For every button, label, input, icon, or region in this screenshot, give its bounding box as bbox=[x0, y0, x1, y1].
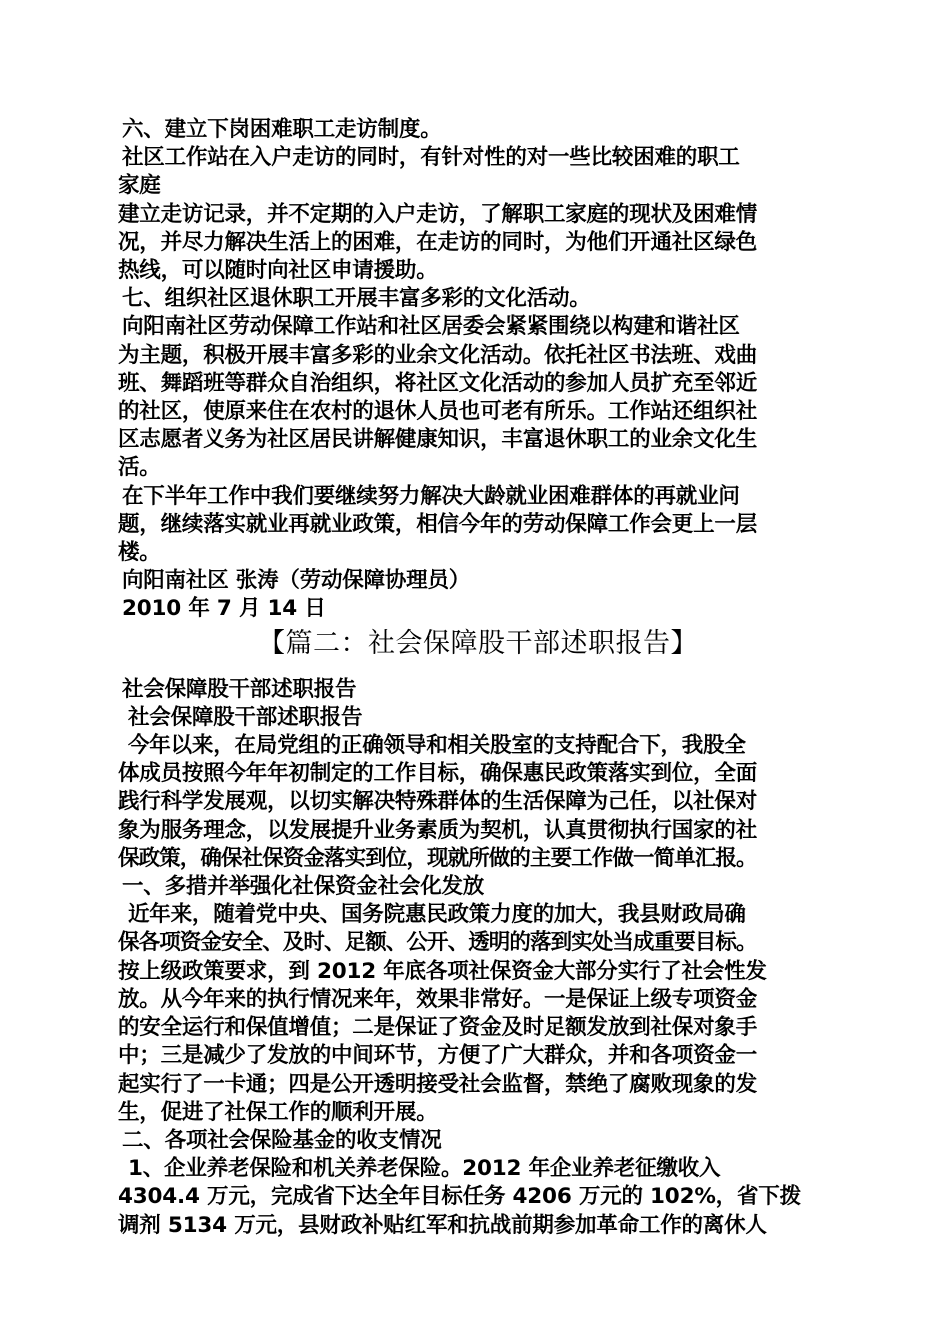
paragraph-line: 放。从今年来的执行情况来年，效果非常好。一是保证上级专项资金 bbox=[118, 986, 758, 1012]
paragraph-line: 保政策，确保社保资金落实到位，现就所做的主要工作做一简单汇报。 bbox=[118, 845, 757, 871]
section-heading-two: 二、各项社会保险基金的收支情况 bbox=[122, 1127, 442, 1153]
paragraph-line: 活。 bbox=[118, 455, 161, 481]
paragraph-line: 的社区，使原来住在农村的退休人员也可老有所乐。工作站还组织社 bbox=[118, 399, 758, 425]
paragraph-line: 体成员按照今年年初制定的工作目标，确保惠民政策落实到位，全面 bbox=[118, 761, 758, 787]
paragraph-line: 热线，可以随时向社区申请援助。 bbox=[118, 258, 438, 284]
signature-line: 向阳南社区 张涛（劳动保障协理员） bbox=[122, 568, 471, 594]
report-title: 社会保障股干部述职报告 bbox=[122, 676, 357, 702]
paragraph-line: 建立走访记录，并不定期的入户走访，了解职工家庭的现状及困难情 bbox=[118, 201, 758, 227]
paragraph-line: 4304.4 万元，完成省下达全年目标任务 4206 万元的 102%，省下拨 bbox=[118, 1184, 801, 1210]
paragraph-line: 调剂 5134 万元，县财政补贴红军和抗战前期参加革命工作的离休人 bbox=[118, 1212, 767, 1238]
paragraph-line: 为主题，积极开展丰富多彩的业余文化活动。依托社区书法班、戏曲 bbox=[118, 342, 758, 368]
section-heading-six: 六、建立下岗困难职工走访制度。 bbox=[122, 117, 442, 142]
paragraph-line: 社区工作站在入户走访的同时，有针对性的对一些比较困难的职工 bbox=[122, 145, 740, 171]
paragraph-line: 在下半年工作中我们要继续努力解决大龄就业困难群体的再就业问 bbox=[122, 483, 740, 509]
paragraph-line: 践行科学发展观，以切实解决特殊群体的生活保障为己任，以社保对 bbox=[118, 789, 758, 815]
paragraph-line: 班、舞蹈班等群众自治组织，将社区文化活动的参加人员扩充至邻近 bbox=[118, 370, 758, 396]
paragraph-line: 保各项资金安全、及时、足额、公开、透明的落到实处当成重要目标。 bbox=[118, 930, 757, 956]
paragraph-line: 起实行了一卡通；四是公开透明接受社会监督，禁绝了腐败现象的发 bbox=[118, 1071, 758, 1097]
paragraph-line: 的安全运行和保值增值；二是保证了资金及时足额发放到社保对象手 bbox=[118, 1015, 758, 1041]
paragraph-line: 象为服务理念，以发展提升业务素质为契机，认真贯彻执行国家的社 bbox=[118, 817, 758, 843]
section-heading-one: 一、多措并举强化社保资金社会化发放 bbox=[122, 874, 485, 900]
paragraph-line: 区志愿者义务为社区居民讲解健康知识，丰富退休职工的业余文化生 bbox=[118, 427, 758, 453]
section-heading-seven: 七、组织社区退休职工开展丰富多彩的文化活动。 bbox=[122, 286, 591, 312]
paragraph-line: 中；三是减少了发放的中间环节，方便了广大群众，并和各项资金一 bbox=[118, 1043, 758, 1069]
document-page bbox=[118, 116, 838, 1240]
paragraph-line: 家庭 bbox=[118, 173, 161, 199]
report-subtitle: 社会保障股干部述职报告 bbox=[128, 704, 363, 730]
paragraph-line: 向阳南社区劳动保障工作站和社区居委会紧紧围绕以构建和谐社区 bbox=[122, 314, 740, 340]
date-line: 2010 年 7 月 14 日 bbox=[122, 596, 326, 622]
paragraph-line: 题，继续落实就业再就业政策，相信今年的劳动保障工作会更上一层 bbox=[118, 511, 758, 537]
article-heading: 【篇二：社会保障股干部述职报告】 bbox=[258, 627, 698, 659]
paragraph-line: 1、企业养老保险和机关养老保险。2012 年企业养老征缴收入 bbox=[128, 1156, 721, 1182]
paragraph-line: 近年来，随着党中央、国务院惠民政策力度的加大，我县财政局确 bbox=[128, 902, 746, 928]
paragraph-line: 况，并尽力解决生活上的困难，在走访的同时，为他们开通社区绿色 bbox=[118, 229, 758, 255]
paragraph-line: 按上级政策要求，到 2012 年底各项社保资金大部分实行了社会性发 bbox=[118, 958, 767, 984]
paragraph-line: 生，促进了社保工作的顺利开展。 bbox=[118, 1099, 438, 1125]
paragraph-line: 今年以来，在局党组的正确领导和相关股室的支持配合下，我股全 bbox=[128, 733, 746, 759]
paragraph-line: 楼。 bbox=[118, 540, 161, 566]
